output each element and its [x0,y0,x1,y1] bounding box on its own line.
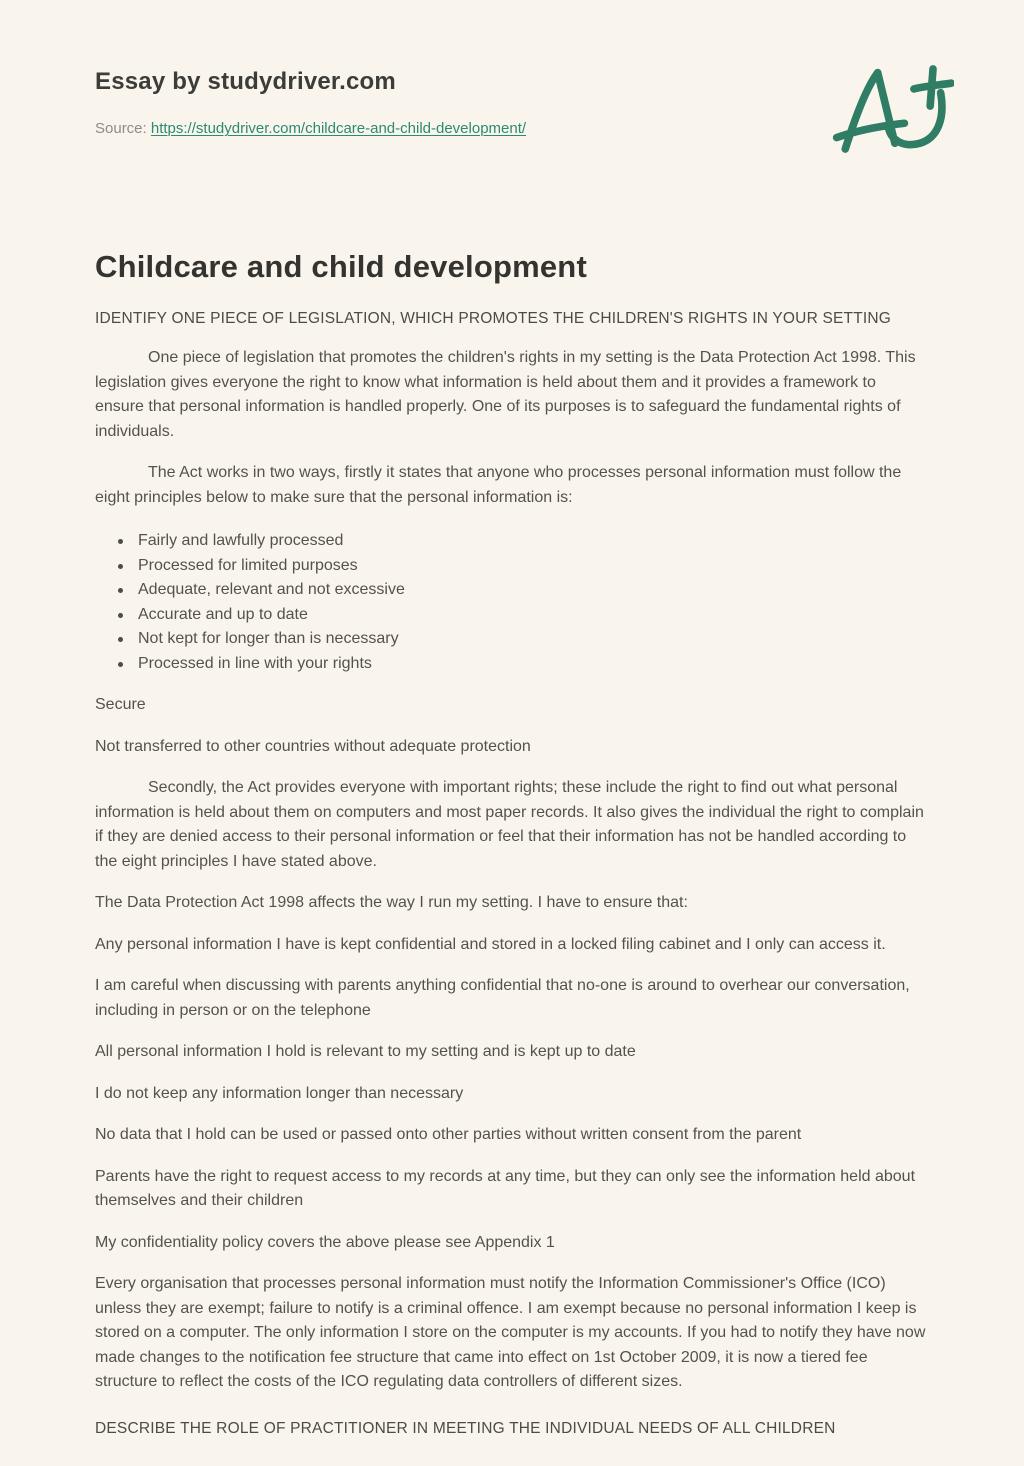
a-plus-logo-icon [830,58,954,158]
paragraph: One piece of legislation that promotes the children's rights in my setting is the Data Protection Act 1998. This legislation gives everyone the right to know what information is held about them and it provides a framework to ensure that personal information is handled properly. One of its purposes is to safeguard the fundamental rights of individuals. [95,349,916,440]
list-item: Accurate and up to date [118,603,929,628]
list-item: Processed for limited purposes [118,554,929,579]
paragraph: My confidentiality policy covers the above please see Appendix 1 [95,1233,555,1251]
paragraph: No data that I hold can be used or passed onto other parties without written consent from the parent [95,1126,802,1143]
paragraph: The Data Protection Act 1998 affects the way I run my setting. I have to ensure that: [95,894,688,911]
list-item: Fairly and lawfully processed [118,529,929,554]
paragraph: I do not keep any information longer than necessary [95,1084,464,1102]
page-title: Essay by studydriver.com [95,68,396,95]
source-line [95,120,929,137]
paragraph: All personal information I hold is relevant to my setting and is kept up to date [95,1043,636,1060]
list-item: Adequate, relevant and not excessive [118,578,929,603]
source-label: Source: [95,120,147,137]
list-item: Processed in line with your rights [118,652,929,677]
section-heading-identify-legislation: IDENTIFY ONE PIECE OF LEGISLATION, WHICH PROMOTES THE CHILDREN'S RIGHTS IN YOUR SETTING [95,310,892,327]
paragraph: Not transferred to other countries without adequate protection [95,737,531,755]
paragraph: Parents have the right to request access to my records at any time, but they can only see the information held about themselves and their children [95,1167,916,1209]
list-item: Not kept for longer than is necessary [118,627,929,652]
paragraph: Every organisation that processes personal information must notify the Information Commissioner's Office (ICO) unless they are exempt; failure to notify is a criminal offence. I am exempt because no personal information I keep is stored on a computer. The only information I store on the computer is my accounts. If you had to notify they have now made changes to the notification fee structure that came into effect on 1st October 2009, it is now a tiered fee structure to reflect the costs of the ICO regulating data controllers of different sizes. [95,1275,926,1390]
paragraph: I am careful when discussing with parents anything confidential that no-one is around to overhear our conversation, including in person or on the telephone [95,977,910,1019]
paragraph: Any personal information I have is kept confidential and stored in a locked filing cabinet and I only can access it. [95,935,886,953]
paragraph: The Act works in two ways, firstly it states that anyone who processes personal information must follow the eight principles below to make sure that the personal information is: [95,464,902,506]
paragraph: Secondly, the Act provides everyone with important rights; these include the right to find out what personal information is held about them on computers and most paper records. It also gives the individual the right to complain if they are denied access to their personal information or feel that their information has not be handled according to the eight principles I have stated above. [95,779,924,870]
essay-title: Childcare and child development [95,249,587,284]
source-link[interactable]: https://studydriver.com/childcare-and-child-development/ [150,120,527,137]
paragraph: Secure [95,696,146,713]
principles-list [95,529,929,676]
section-heading-describe-role: DESCRIBE THE ROLE OF PRACTITIONER IN MEETING THE INDIVIDUAL NEEDS OF ALL CHILDREN [95,1419,836,1437]
